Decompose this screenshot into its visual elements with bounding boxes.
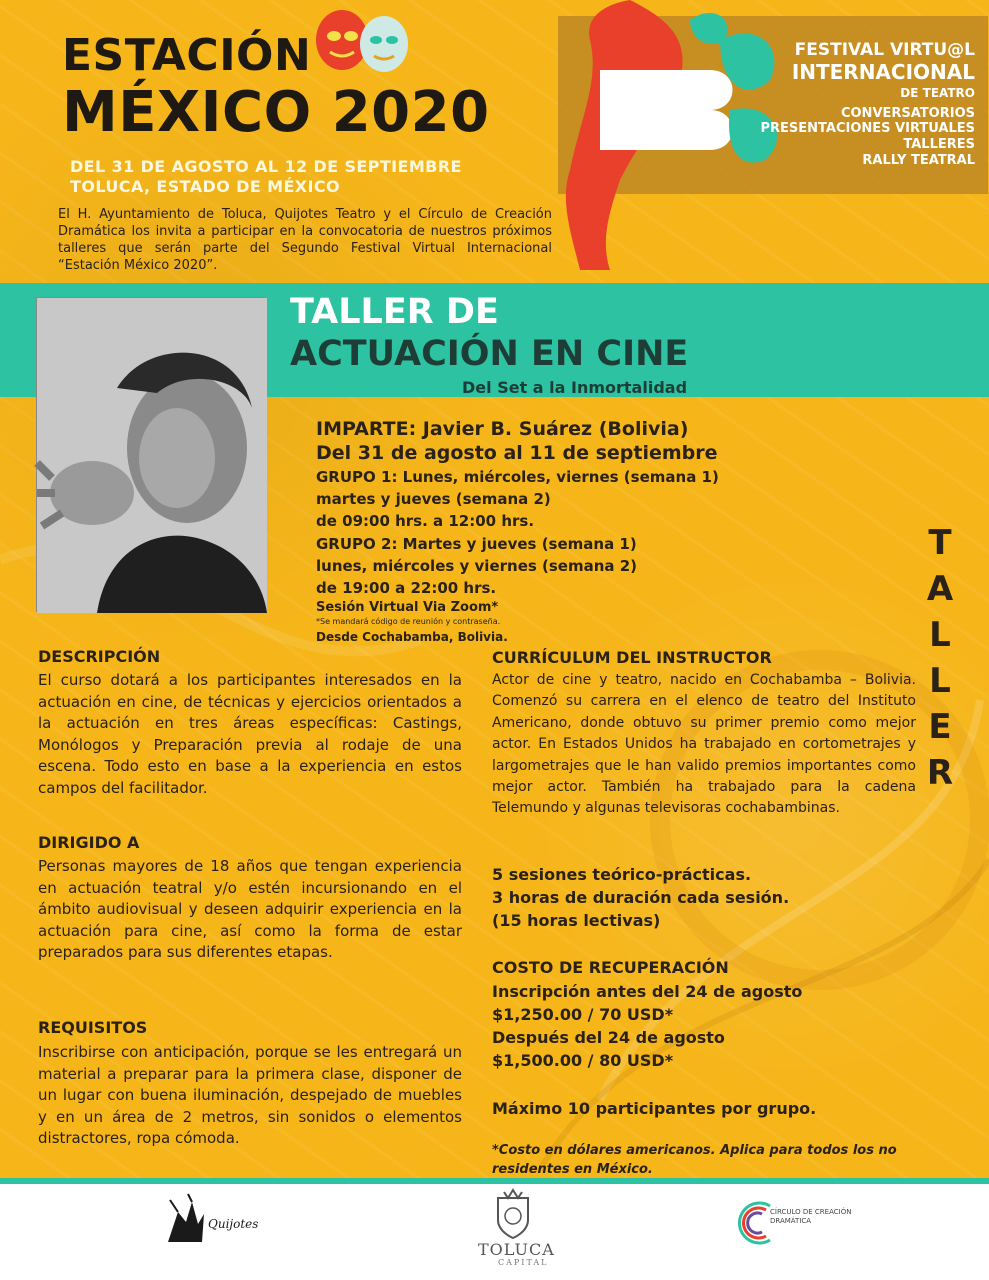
cost-line1: Inscripción antes del 24 de agosto	[492, 982, 803, 1001]
vertical-letter: L	[929, 615, 951, 655]
target-heading: DIRIGIDO A	[38, 833, 140, 852]
group1-days-2: martes y jueves (semana 2)	[316, 490, 551, 508]
festival-item: CONVERSATORIOS	[840, 106, 975, 121]
instructor-name: IMPARTE: Javier B. Suárez (Bolivia)	[316, 418, 689, 440]
description-heading: DESCRIPCIÓN	[38, 647, 161, 666]
event-place: TOLUCA, ESTADO DE MÉXICO	[70, 177, 341, 196]
sessions-line1: 5 sesiones teórico-prácticas.	[492, 865, 752, 884]
group2-hours: de 19:00 a 22:00 hrs.	[316, 579, 497, 597]
workshop-title-line2: ACTUACIÓN EN CINE	[290, 334, 689, 374]
target-text: Personas mayores de 18 años que tengan experiencia en actuación teatral y/o estén incursionando en el ámbito audiovisual y deseen adquirir experiencia en la actuación para cine, así como la forma de estar preparados para sus diferentes etapas.	[38, 857, 462, 961]
event-title-line1: ESTACIÓN	[62, 30, 312, 81]
toluca-subword: CAPITAL	[498, 1258, 549, 1267]
toluca-wordmark: TOLUCA	[478, 1240, 555, 1259]
event-dates: DEL 31 DE AGOSTO AL 12 DE SEPTIEMBRE	[70, 157, 462, 176]
instructor-photo	[36, 297, 266, 612]
session-origin: Desde Cochabamba, Bolivia.	[316, 630, 508, 644]
cost-line4: $1,500.00 / 80 USD*	[492, 1051, 674, 1070]
festival-item: PRESENTACIONES VIRTUALES	[760, 121, 975, 136]
vertical-letter: R	[926, 753, 954, 793]
session-mode: Sesión Virtual Via Zoom*	[316, 600, 499, 615]
workshop-title-line1: TALLER DE	[290, 292, 499, 332]
vertical-letter: T	[928, 523, 952, 563]
cost-heading: COSTO DE RECUPERACIÓN	[492, 958, 729, 977]
event-title-line2: MÉXICO 2020	[62, 80, 490, 145]
cost-line2: $1,250.00 / 70 USD*	[492, 1005, 674, 1024]
wrestler-masks-logo	[308, 6, 414, 78]
festival-item: TALLERES	[903, 137, 975, 152]
workshop-dates: Del 31 de agosto al 11 de septiembre	[316, 442, 718, 464]
cost-note: *Costo en dólares americanos. Aplica para todos los no residentes en México.	[492, 1143, 897, 1177]
requirements-text: Inscribirse con anticipación, porque se les entregará un material a preparar para la primera clase, disponer de un lugar con buena iluminación, despejado de muebles y en un área de 2 metros, sin sonidos o elementos distractores, ropa cómoda.	[38, 1043, 462, 1147]
group2-days: GRUPO 2: Martes y jueves (semana 1)	[316, 535, 637, 553]
footer-divider	[0, 1178, 989, 1184]
sessions-line2: 3 horas de duración cada sesión.	[492, 888, 790, 907]
toluca-crest	[490, 1190, 536, 1240]
festival-line3: DE TEATRO	[900, 86, 975, 100]
circulo-wordmark: CÍRCULO DE CREACIÓN DRAMÁTICA	[770, 1208, 852, 1225]
workshop-subtitle: Del Set a la Inmortalidad	[462, 378, 688, 397]
requirements-heading: REQUISITOS	[38, 1018, 148, 1037]
description-text: El curso dotará a los participantes interesados en la actuación en cine, de técnicas y ejercicios orientados a la actuación en tres áreas específicas: Castings, Monólogos y Preparación previa al rodaje de una escena. Todo esto en base a la experiencia en estos campos del facilitador.	[38, 671, 462, 797]
sessions-line3: (15 horas lectivas)	[492, 911, 661, 930]
max-participants: Máximo 10 participantes por grupo.	[492, 1099, 817, 1118]
cv-heading: CURRÍCULUM DEL INSTRUCTOR	[492, 648, 772, 667]
instructor-portrait-image	[37, 298, 267, 613]
intro-paragraph: El H. Ayuntamiento de Toluca, Quijotes Teatro y el Círculo de Creación Dramática los invita a participar en la convocatoria de nuestros próximos talleres que serán parte del Segundo Festival Virtual Internacional “Estación México 2020”.	[58, 207, 552, 273]
festival-item: RALLY TEATRAL	[862, 153, 975, 168]
cv-text: Actor de cine y teatro, nacido en Cochabamba – Bolivia. Comenzó su carrera en el elenco de teatro del Instituto Americano, donde obtuvo su primer premio como mejor actor. En Estados Unidos ha trabajado en cortometrajes y largometrajes que le han valido premios importantes como mejor actor. También ha trabajado para la cadena Telemundo y algunas televisoras cochabambinas.	[492, 672, 916, 817]
quijotes-logo	[158, 1192, 259, 1248]
festival-logo	[560, 0, 790, 270]
vertical-letter: A	[926, 569, 954, 609]
group1-days: GRUPO 1: Lunes, miércoles, viernes (semana 1)	[316, 468, 719, 486]
vertical-taller-word	[920, 520, 960, 796]
group1-hours: de 09:00 hrs. a 12:00 hrs.	[316, 512, 535, 530]
festival-line2: INTERNACIONAL	[791, 60, 975, 84]
group2-days-2: lunes, miércoles y viernes (semana 2)	[316, 557, 638, 575]
festival-line1: FESTIVAL VIRTU@L	[794, 40, 975, 60]
vertical-letter: L	[929, 661, 951, 701]
quijotes-wordmark: Quijotes	[208, 1217, 259, 1231]
cost-line3: Después del 24 de agosto	[492, 1028, 725, 1047]
vertical-letter: E	[928, 707, 952, 747]
session-note: *Se mandará código de reunión y contraseña.	[316, 617, 501, 626]
